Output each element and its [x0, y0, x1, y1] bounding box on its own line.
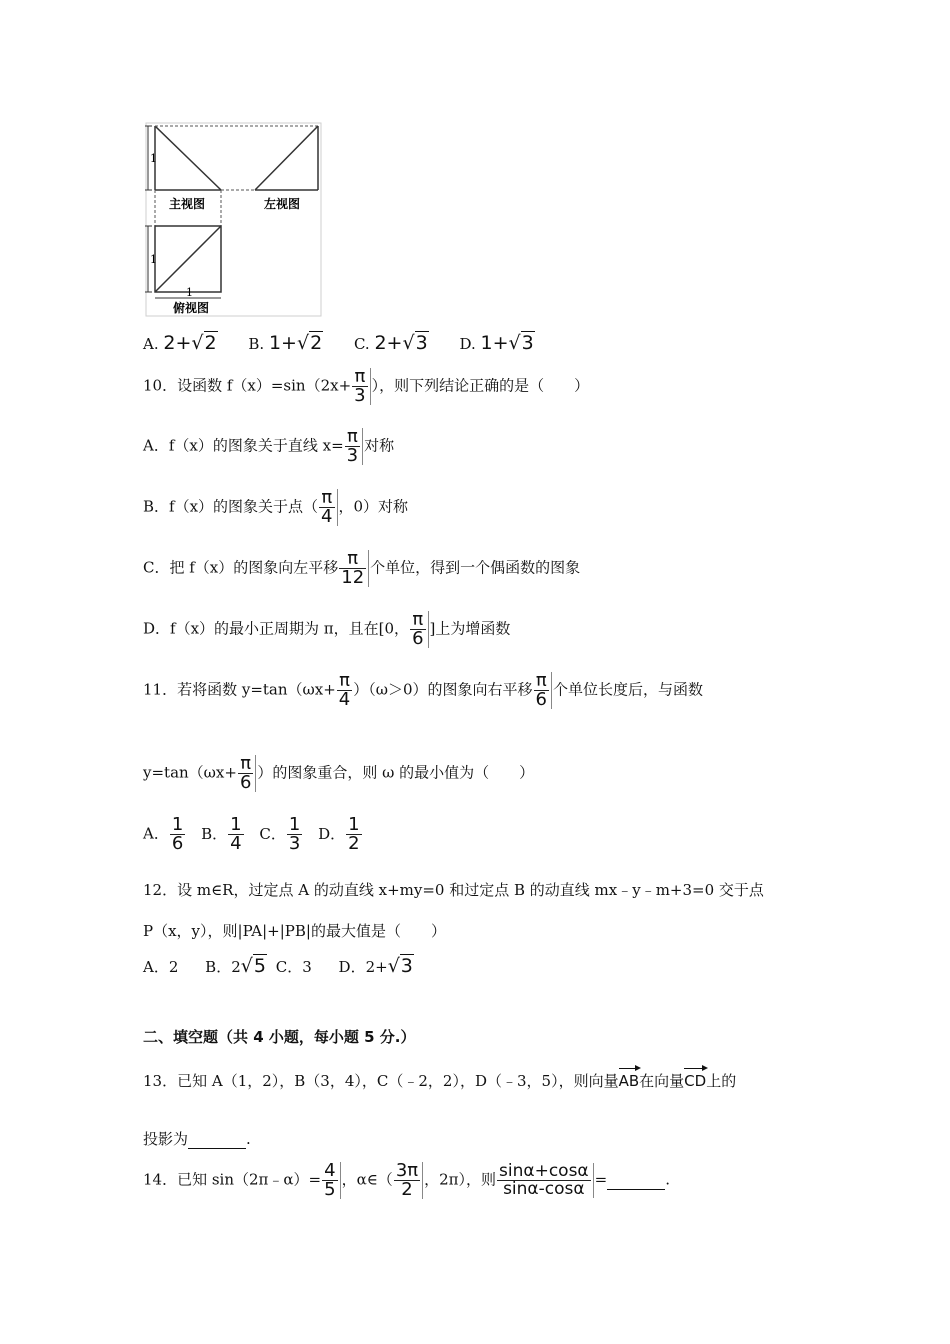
fraction-pi-over-3: $\frac{\pi}{3}$	[345, 428, 363, 465]
fraction-pi-over-6: $\frac{\pi}{6}$	[410, 611, 428, 648]
fraction-pi-over-4: $\frac{\pi}{4}$	[319, 489, 337, 526]
q9-option-b-value: 1+√2	[268, 332, 323, 354]
fraction-3pi-over-2: $\frac{3\pi}{2}$	[394, 1162, 423, 1199]
fraction-1-over-3: $\frac{1}{3}$	[288, 814, 301, 854]
fraction-1-over-4: $\frac{1}{4}$	[230, 814, 242, 854]
q12-stem-line2: P（x，y），则|PA|+|PB|的最大值是（ ）	[143, 922, 446, 940]
q11-stem-line2: y=tan（ωx+ $\frac{\pi}{6}$ ）的图象重合，则 ω 的最小值为（ ）	[143, 753, 535, 793]
top-view-label: 俯视图	[173, 301, 210, 315]
fraction-1-over-2: $\frac{1}{2}$	[348, 814, 360, 854]
side-view-label: 左视图	[264, 197, 301, 211]
q9-option-d-value: 1+√3	[480, 332, 534, 354]
q12-stem-line1: 12．设 m∈R，过定点 A 的动直线 x+my=0 和过定点 B 的动直线 mx﹣y﹣m+3=0 交于点	[143, 881, 764, 899]
q10-option-a: A．f（x）的图象关于直线 x= $\frac{\pi}{3}$ 对称	[143, 426, 395, 466]
section-2-title: 二、填空题（共 4 小题，每小题 5 分.）	[143, 1028, 416, 1046]
vector-cd: CD	[684, 1066, 706, 1090]
q10-stem: 10．设函数 f（x）=sin（2x+ $\frac{\pi}{3}$ ），则下列结论正确的是（ ）	[143, 366, 590, 406]
q11-options: A． $\frac{1}{6}$ B． $\frac{1}{4}$ C． $\frac{1}{3}$ D． $\frac{1}{2}$	[143, 814, 360, 854]
q9-option-d-label: D.	[459, 335, 476, 353]
q9-option-c-label: C.	[353, 335, 370, 353]
fraction-4-over-5: $\frac{4}{5}$	[322, 1162, 340, 1199]
front-view-drawing	[145, 126, 318, 190]
q10-option-c: C．把 f（x）的图象向左平移 $\frac{\pi}{12}$ 个单位，得到一个偶函数的图象	[143, 548, 581, 588]
q11-stem: 11．若将函数 y=tan（ωx+ $\frac{\pi}{4}$ ）（ω＞0）的图象向右平移 $\frac{\pi}{6}$ 个单位长度后，与函数	[143, 670, 703, 710]
front-view-label: 主视图	[169, 197, 206, 211]
q9-option-a-label: A.	[143, 335, 159, 353]
fraction-pi-over-6: $\frac{\pi}{6}$	[534, 672, 552, 709]
dim-top-height: 1	[150, 253, 157, 266]
dim-front-height: 1	[150, 152, 157, 165]
side-view-drawing	[255, 126, 318, 190]
q13-stem-line2: 投影为 .	[143, 1130, 251, 1148]
q9-option-c-value: 2+√3	[374, 332, 428, 354]
fraction-sin-cos: $\frac{\sin\alpha+\cos\alpha}{\sin\alpha-\cos\alpha}$	[497, 1163, 594, 1198]
q14-stem: 14．已知 sin（2π﹣α）= $\frac{4}{5}$ ，α∈（ $\frac{3\pi}{2}$ ，2π），则 $\frac{\sin\alpha+\cos\alpha}{\sin\alpha-\cos\alpha}$ = .	[143, 1160, 670, 1200]
dim-top-width: 1	[186, 286, 193, 299]
fraction-1-over-6: $\frac{1}{6}$	[171, 814, 184, 854]
q9-options	[143, 332, 535, 354]
q10-option-b: B．f（x）的图象关于点（ $\frac{\pi}{4}$ ，0）对称	[143, 487, 409, 527]
q9-option-a-value: 2+√2	[163, 332, 217, 354]
fraction-pi-over-3: $\frac{\pi}{3}$	[352, 368, 370, 405]
fraction-pi-over-4: $\frac{\pi}{4}$	[338, 670, 351, 710]
fraction-pi-over-12: $\frac{\pi}{12}$	[339, 550, 369, 587]
q9-option-b-label: B.	[248, 335, 265, 353]
q12-options: A．2 B．2√5 C．3 D．2+√3	[143, 955, 413, 977]
vector-ab: AB	[619, 1066, 640, 1090]
answer-blank[interactable]	[188, 1130, 246, 1149]
q13-stem-line1: 13．已知 A（1，2），B（3，4），C（﹣2，2），D（﹣3，5），则向量AB在向量CD上的	[143, 1066, 736, 1091]
three-view-figure	[143, 120, 323, 320]
q10-option-d: D．f（x）的最小正周期为 π，且在[0， $\frac{\pi}{6}$ ]上为增函数	[143, 609, 511, 649]
answer-blank[interactable]	[607, 1171, 665, 1190]
fraction-pi-over-6: $\frac{\pi}{6}$	[238, 755, 256, 792]
